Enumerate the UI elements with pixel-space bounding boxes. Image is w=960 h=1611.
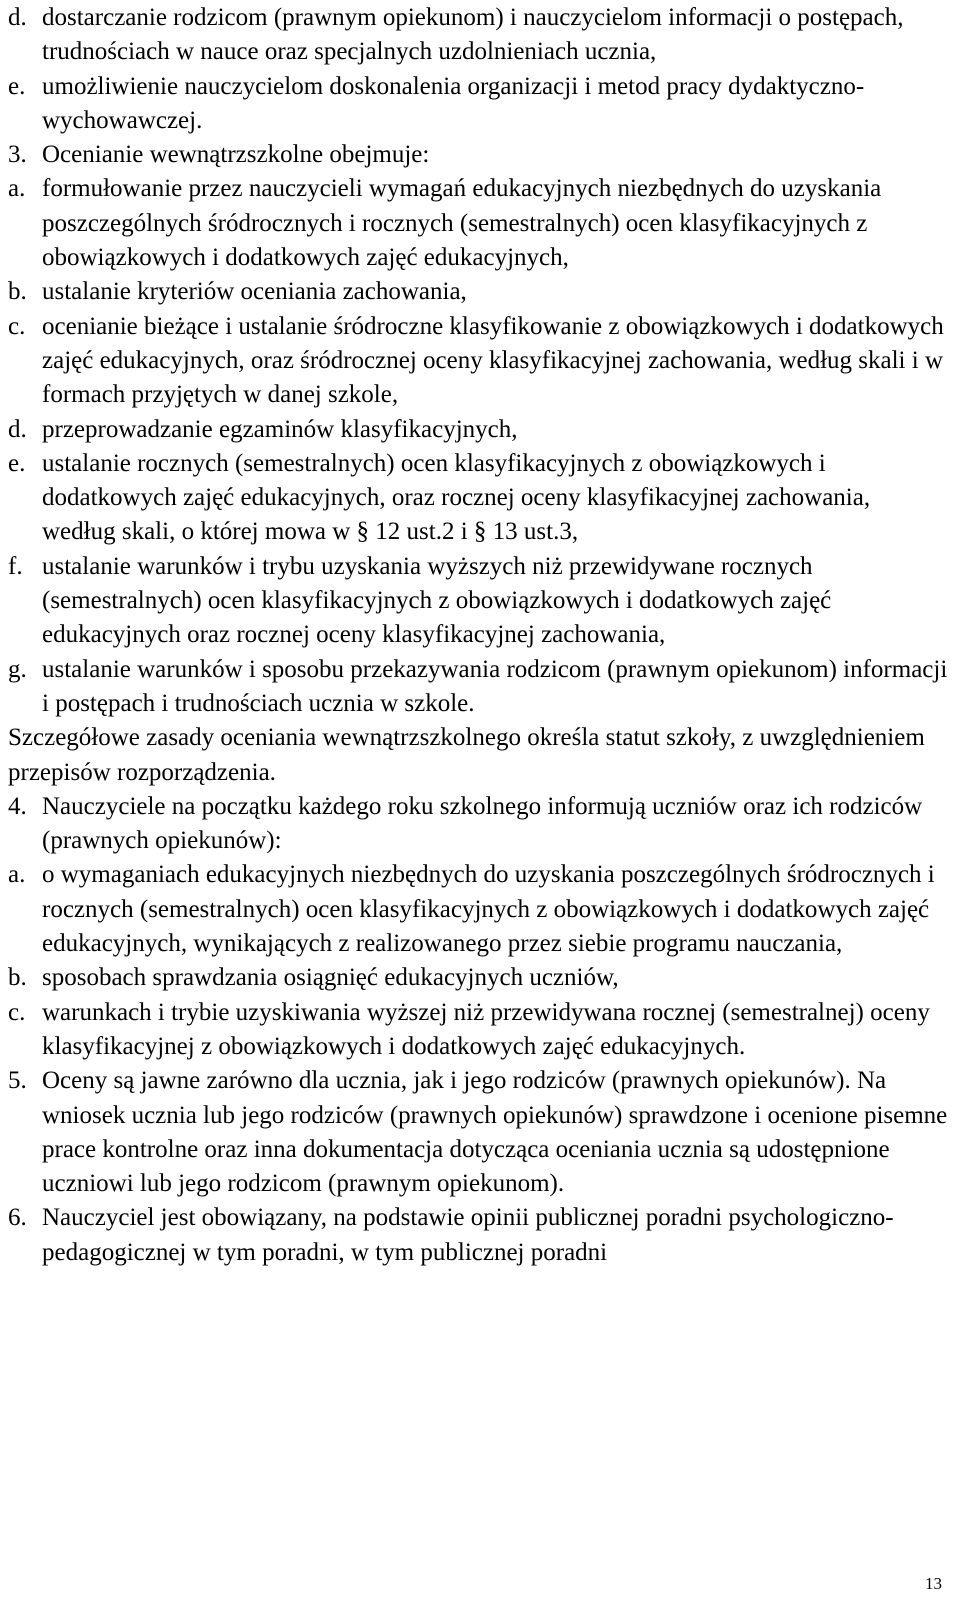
section-text: Nauczyciele na początku każdego roku szkolnego informują uczniów oraz ich rodziców (prawnych opiekunów): [42, 792, 923, 855]
list-marker: a. [8, 175, 26, 203]
section-number: 3. [8, 141, 27, 169]
list-item-text: ustalanie warunków i trybu uzyskania wyższych niż przewidywane rocznych (semestralnych) ocen klasyfikacyjnych z obowiązkowych i dodatkowych zajęć edukacyjnych oraz rocznej oceny klasyfikacyjnej zachowania, [42, 552, 832, 649]
list-marker: b. [8, 964, 27, 992]
section-number: 6. [8, 1204, 27, 1232]
list-item [8, 172, 948, 275]
list-item-text: ustalanie warunków i sposobu przekazywania rodzicom (prawnym opiekunom) informacji i postępach i trudnościach ucznia w szkole. [42, 655, 948, 717]
list-marker: e. [8, 449, 26, 477]
list-item [8, 858, 948, 961]
list-marker: f. [8, 552, 23, 580]
list-item-text: przeprowadzanie egzaminów klasyfikacyjnych, [42, 415, 518, 443]
list-item [8, 961, 948, 995]
section-text: Oceny są jawne zarówno dla ucznia, jak i jego rodziców (prawnych opiekunów). Na wniosek ucznia lub jego rodziców (prawnych opiekunów) sprawdzone i ocenione pisemne prace kontrolne oraz inna dokumentacja dotycząca oceniania ucznia są udostępnione uczniowi lub jego rodzicom (prawnym opiekunom). [42, 1067, 948, 1198]
document-body [8, 1, 948, 1270]
section-text: Nauczyciel jest obowiązany, na podstawie opinii publicznej poradni psychologiczno-pedagogicznej w tym poradni, w tym publicznej poradni [42, 1204, 894, 1266]
list-marker: c. [8, 312, 26, 340]
list-item [8, 310, 948, 413]
list-item [8, 447, 948, 550]
section-number: 5. [8, 1067, 27, 1095]
list-item-text: ustalanie rocznych (semestralnych) ocen klasyfikacyjnych z obowiązkowych i dodatkowych zajęć edukacyjnych, oraz rocznej oceny klasyfikacyjnej zachowania, według skali, o której mowa w § 12 ust.2 i § 13 ust.3, [42, 449, 871, 546]
list-marker: b. [8, 278, 27, 306]
list-item [8, 550, 948, 653]
section-number: 4. [8, 792, 27, 820]
list-marker: c. [8, 998, 26, 1026]
list-marker: a. [8, 861, 26, 889]
list-item-text: umożliwienie nauczycielom doskonalenia organizacji i metod pracy dydaktyczno-wychowawczej. [42, 72, 865, 134]
list-marker: e. [8, 72, 26, 100]
list-item [8, 70, 948, 139]
list-item-text: dostarczanie rodzicom (prawnym opiekunom) i nauczycielom informacji o postępach, trudnościach w nauce oraz specjalnych uzdolnieniach ucznia, [42, 4, 904, 66]
list-marker: d. [8, 4, 27, 31]
list-item-text: warunkach i trybie uzyskiwania wyższej niż przewidywana rocznej (semestralnej) oceny klasyfikacyjnej z obowiązkowych i dodatkowych zajęć edukacyjnych. [42, 998, 930, 1060]
list-item [8, 1, 948, 70]
list-item-text: ustalanie kryteriów oceniania zachowania, [42, 278, 467, 306]
list-item [8, 413, 948, 447]
list-marker: d. [8, 415, 27, 443]
list-item-text: o wymaganiach edukacyjnych niezbędnych do uzyskania poszczególnych śródrocznych i rocznych (semestralnych) ocen klasyfikacyjnych z obowiązkowych i dodatkowych zajęć edukacyjnych, wynikających z realizowanego przez siebie programu nauczania, [42, 861, 935, 958]
paragraph: Szczegółowe zasady oceniania wewnątrzszkolnego określa statut szkoły, z uwzględnieniem przepisów rozporządzenia. [8, 724, 925, 786]
list-item-text: formułowanie przez nauczycieli wymagań edukacyjnych niezbędnych do uzyskania poszczególnych śródrocznych i rocznych (semestralnych) ocen klasyfikacyjnych z obowiązkowych i dodatkowych zajęć edukacyjnych, [42, 175, 882, 272]
list-marker: g. [8, 655, 27, 683]
section-text: Ocenianie wewnątrzszkolne obejmuje: [42, 141, 430, 169]
list-item [8, 996, 948, 1065]
list-item [8, 653, 948, 722]
section-heading [8, 138, 948, 172]
list-item [8, 275, 948, 309]
list-item-text: sposobach sprawdzania osiągnięć edukacyjnych uczniów, [42, 964, 619, 992]
page-number: 13 [925, 1574, 942, 1593]
section-heading [8, 1064, 948, 1201]
section-heading [8, 1201, 948, 1270]
list-item-text: ocenianie bieżące i ustalanie śródroczne klasyfikowanie z obowiązkowych i dodatkowych zajęć edukacyjnych, oraz śródrocznej oceny klasyfikacyjnej zachowania, według skali i w formach przyjętych w danej szkole, [42, 312, 944, 409]
section-heading [8, 790, 948, 859]
